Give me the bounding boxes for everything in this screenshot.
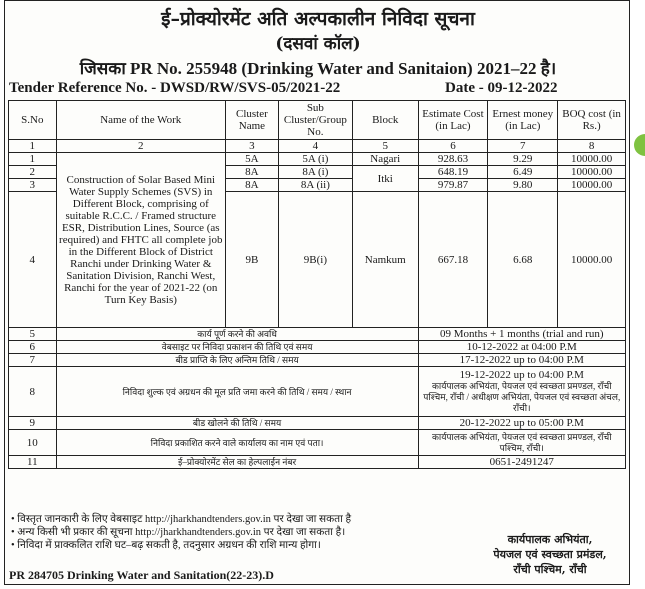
note-item: • विस्तृत जानकारी के लिए वेबसाइट http://jharkhandtenders.gov.in पर देखा जा सकता है [11,514,352,525]
row-cost: 667.18 [418,192,488,328]
info-row [9,341,626,354]
row-sub-cluster: 5A (i) [278,153,352,166]
notice-title: ई–प्रोक्योरमेंट अति अल्पकालीन निविदा सूचना [161,8,475,30]
row-cluster: 8A [225,166,278,179]
table-row [9,153,626,166]
info-label: वेबसाइट पर निविदा प्रकाशन की तिथि एवं समय [56,341,418,354]
signature-line: पेयजल एवं स्वच्छता प्रमंडल, [493,548,607,561]
col-index: 3 [225,140,278,153]
footer-pr-number: PR 284705 Drinking Water and Sanitation(22-23).D [9,568,274,582]
row-boq: 10000.00 [558,192,626,328]
info-row [9,354,626,367]
col-header: S.No [9,101,57,140]
signature-line: राँची पश्चिम, राँची [513,563,587,576]
header-row [9,101,626,140]
info-label: ई–प्रोक्योरमेंट सेल का हेल्पलाईन नंबर [56,456,418,469]
signature-block [475,532,625,577]
green-edge-marker [634,134,645,156]
col-header: Estimate Cost (in Lac) [418,101,488,140]
row-emd: 6.49 [488,166,558,179]
notice-date: Date - 09-12-2022 [445,80,558,96]
info-label: कार्य पूर्ण करने की अवधि [56,328,418,341]
info-label: निविदा शुल्क एवं अग्रधन की मूल प्रति जमा करने की तिथि / समय / स्थान [56,367,418,417]
row-cost: 928.63 [418,153,488,166]
info-sno: 9 [9,417,57,430]
col-header: Block [352,101,418,140]
col-index: 7 [488,140,558,153]
info-value: 20-12-2022 up to 05:00 P.M [418,417,625,430]
info-sno: 11 [9,456,57,469]
row-boq: 10000.00 [558,166,626,179]
tender-table [8,100,626,469]
col-header: Ernest money (in Lac) [488,101,558,140]
col-index: 5 [352,140,418,153]
col-index: 2 [56,140,225,153]
tender-notice [4,0,630,585]
note-item: • निविदा में प्राक्कलित राशि घट–बढ़ सकती है, तदनुसार अग्रधन की राशि मान्य होगा। [11,540,321,551]
row-emd: 9.29 [488,153,558,166]
info-sno: 5 [9,328,57,341]
row-sno: 4 [9,192,57,328]
info-sno: 6 [9,341,57,354]
info-value: 0651-2491247 [418,456,625,469]
info-row [9,367,626,417]
col-index: 8 [558,140,626,153]
col-index: 4 [278,140,352,153]
info-label: बीड खोलने की तिथि / समय [56,417,418,430]
col-header: Sub Cluster/Group No. [278,101,352,140]
row-cluster: 8A [225,179,278,192]
note-item: • अन्य किसी भी प्रकार की सूचना http://jharkhandtenders.gov.in पर देखा जा सकता है। [11,527,346,538]
info-sno: 7 [9,354,57,367]
info-value: 10-12-2022 at 04:00 P.M [418,341,625,354]
call-number: (दसवां कॉल) [275,34,361,54]
row-block: Nagari [352,153,418,166]
info-sno: 8 [9,367,57,417]
row-emd: 6.68 [488,192,558,328]
row-sno: 3 [9,179,57,192]
pr-number-line: जिसका PR No. 255948 (Drinking Water and Sanitaion) 2021–22 है। [79,59,557,78]
row-block: Namkum [352,192,418,328]
info-sno: 10 [9,430,57,456]
row-sub-cluster: 8A (i) [278,166,352,179]
row-emd: 9.80 [488,179,558,192]
col-header: Cluster Name [225,101,278,140]
row-boq: 10000.00 [558,153,626,166]
info-row [9,417,626,430]
signature-line: कार्यपालक अभियंता, [507,533,593,546]
row-sub-cluster: 8A (ii) [278,179,352,192]
info-row [9,328,626,341]
tender-reference: Tender Reference No. - DWSD/RW/SVS-05/2021-22 [9,80,341,96]
row-sub-cluster: 9B(i) [278,192,352,328]
row-block: Itki [352,166,418,192]
work-description: Construction of Solar Based Mini Water Supply Schemes (SVS) in Different Block, comprising of suitable R.C.C. / Framed structure ESR, Distribution Lines, Source (as required) and FHTC all complete job in the Different Block of District Ranchi under Drinking Water & Sanitation Division, Ranchi West, Ranchi for the year of 2021-22 (on Turn Key Basis) [56,153,225,328]
row-sno: 2 [9,166,57,179]
row-cluster: 9B [225,192,278,328]
col-index: 6 [418,140,488,153]
info-value-address: कार्यपालक अभियंता, पेयजल एवं स्वच्छता प्रमण्डल, राँची पश्चिम, राँची / अधीक्षण अभियंता, पेयजल एवं स्वच्छता अंचल, राँची। [423,381,621,413]
info-row [9,430,626,456]
info-label: निविदा प्रकाशित करने वाले कार्यालय का नाम एवं पता। [56,430,418,456]
row-boq: 10000.00 [558,179,626,192]
info-row [9,456,626,469]
col-header: BOQ cost (in Rs.) [558,101,626,140]
info-value: 09 Months + 1 months (trial and run) [418,328,625,341]
info-value-date: 19-12-2022 up to 04:00 P.M [459,369,584,381]
row-cluster: 5A [225,153,278,166]
info-value: 17-12-2022 up to 04:00 P.M [418,354,625,367]
info-value: कार्यपालक अभियंता, पेयजल एवं स्वच्छता प्रमण्डल, राँची पश्चिम, राँची। [418,430,625,456]
notes-list [11,513,351,552]
info-label: बीड प्राप्ति के लिए अन्तिम तिथि / समय [56,354,418,367]
row-sno: 1 [9,153,57,166]
col-index: 1 [9,140,57,153]
row-cost: 979.87 [418,179,488,192]
info-value [418,367,625,417]
row-cost: 648.19 [418,166,488,179]
col-header: Name of the Work [56,101,225,140]
index-row [9,140,626,153]
